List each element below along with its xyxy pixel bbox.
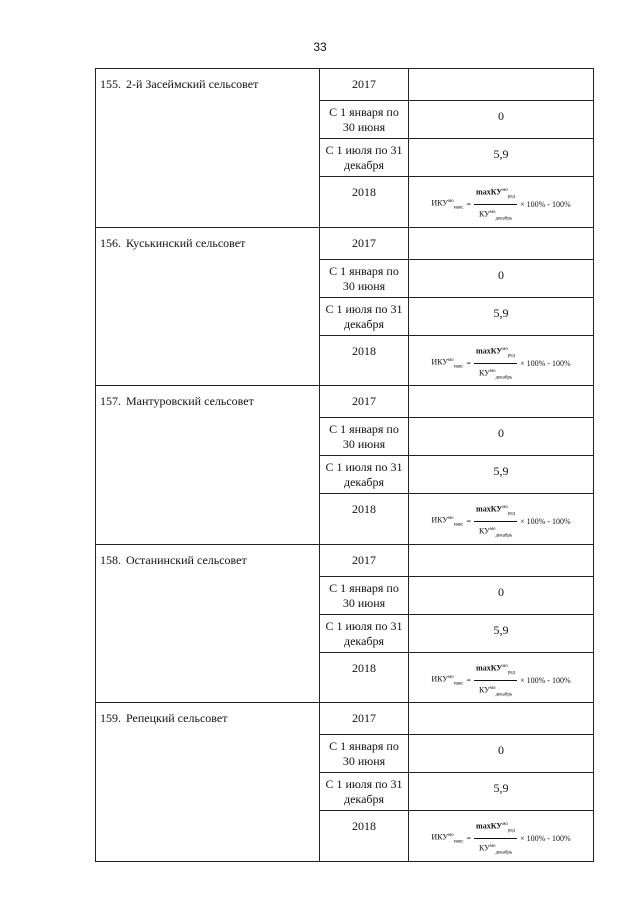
formula-tail: × 100% - 100% [520, 358, 571, 368]
municipality-name: Куськинский сельсовет [126, 235, 246, 250]
formula-numerator: maxКУ$^{мо}_{ред}$ [474, 342, 517, 364]
value-cell: 0 [409, 418, 594, 456]
table-row [96, 69, 594, 101]
empty-value-cell [409, 386, 594, 418]
year-cell: 2017 [320, 386, 409, 418]
formula [431, 500, 570, 544]
formula-fraction [474, 342, 517, 386]
formula-tail: × 100% - 100% [520, 517, 571, 527]
formula-lhs: $ИКУ^{мо}_{макс}$ [431, 832, 464, 845]
formula [431, 659, 570, 703]
formula-lhs: $ИКУ^{мо}_{макс}$ [431, 515, 464, 528]
value-cell: 5,9 [409, 614, 594, 652]
table-row [96, 386, 594, 418]
value-cell: 5,9 [409, 773, 594, 811]
formula-equals: = [466, 358, 472, 368]
formula-fraction [474, 500, 517, 544]
formula-denominator: $КУ^{мо}_{декабрь}$ [478, 526, 513, 539]
year-cell: 2017 [320, 69, 409, 101]
formula [431, 817, 570, 861]
year-cell: 2017 [320, 703, 409, 735]
formula-lhs: $ИКУ^{мо}_{макс}$ [431, 674, 464, 686]
value-cell: 0 [409, 735, 594, 773]
formula-cell [409, 335, 594, 386]
year-cell: 2018 [320, 177, 409, 228]
period-cell: С 1 июля по 31 декабря [320, 773, 409, 811]
formula-numerator: maxКУ$^{мо}_{ред}$ [474, 817, 517, 839]
period-cell: С 1 января по 30 июня [320, 418, 409, 456]
municipality-cell [96, 227, 320, 386]
year-cell: 2018 [320, 335, 409, 386]
municipality-cell [96, 386, 320, 545]
formula [431, 183, 570, 227]
formula-cell [409, 494, 594, 545]
page-number: 33 [313, 40, 327, 54]
row-number: 157. [100, 394, 121, 408]
period-cell: С 1 июля по 31 декабря [320, 614, 409, 652]
formula-cell [409, 811, 594, 862]
empty-value-cell [409, 227, 594, 259]
formula-equals: = [466, 517, 472, 527]
formula-fraction [474, 659, 517, 703]
row-number: 156. [100, 235, 121, 250]
formula-numerator: maxКУ$^{мо}_{ред}$ [474, 500, 517, 522]
value-cell: 0 [409, 259, 594, 297]
formula-equals: = [466, 200, 472, 210]
formula-denominator: $КУ^{мо}_{декабрь}$ [478, 843, 513, 856]
table-body [96, 69, 594, 862]
year-cell: 2018 [320, 811, 409, 862]
formula-fraction [474, 817, 517, 861]
empty-value-cell [409, 544, 594, 576]
formula-denominator: $КУ^{мо}_{декабрь}$ [478, 368, 513, 380]
table-row [96, 227, 594, 259]
formula-tail: × 100% - 100% [520, 675, 571, 685]
year-cell: 2017 [320, 544, 409, 576]
formula-tail: × 100% - 100% [520, 200, 571, 210]
year-cell: 2018 [320, 652, 409, 703]
value-cell: 0 [409, 576, 594, 614]
row-number: 155. [100, 77, 121, 91]
formula-equals: = [466, 675, 472, 685]
period-cell: С 1 января по 30 июня [320, 576, 409, 614]
municipality-name: 2-й Засеймский сельсовет [126, 77, 259, 91]
period-cell: С 1 января по 30 июня [320, 735, 409, 773]
formula-lhs: $ИКУ^{мо}_{макс}$ [431, 198, 464, 211]
value-cell: 5,9 [409, 139, 594, 177]
formula-numerator: maxКУ$^{мо}_{ред}$ [474, 659, 517, 681]
value-cell: 0 [409, 101, 594, 139]
row-number: 158. [100, 552, 121, 567]
formula [431, 342, 570, 386]
empty-value-cell [409, 703, 594, 735]
formula-numerator: maxКУ$^{мо}_{ред}$ [474, 183, 517, 205]
year-cell: 2017 [320, 227, 409, 259]
formula-equals: = [466, 834, 472, 844]
table-row [96, 544, 594, 576]
tariff-table [95, 68, 594, 862]
table-row [96, 703, 594, 735]
value-cell: 5,9 [409, 297, 594, 335]
value-cell: 5,9 [409, 456, 594, 494]
formula-cell [409, 177, 594, 228]
row-number: 159. [100, 711, 121, 725]
formula-lhs: $ИКУ^{мо}_{макс}$ [431, 357, 464, 369]
formula-tail: × 100% - 100% [520, 834, 571, 844]
year-cell: 2018 [320, 494, 409, 545]
period-cell: С 1 июля по 31 декабря [320, 139, 409, 177]
period-cell: С 1 июля по 31 декабря [320, 297, 409, 335]
empty-value-cell [409, 69, 594, 101]
municipality-name: Мантуровский сельсовет [126, 394, 254, 408]
period-cell: С 1 января по 30 июня [320, 101, 409, 139]
municipality-cell [96, 69, 320, 228]
formula-cell [409, 652, 594, 703]
period-cell: С 1 января по 30 июня [320, 259, 409, 297]
formula-denominator: $КУ^{мо}_{декабрь}$ [478, 209, 513, 222]
formula-denominator: $КУ^{мо}_{декабрь}$ [478, 685, 513, 697]
municipality-cell [96, 703, 320, 862]
municipality-cell [96, 544, 320, 703]
period-cell: С 1 июля по 31 декабря [320, 456, 409, 494]
municipality-name: Репецкий сельсовет [126, 711, 228, 725]
municipality-name: Останинский сельсовет [126, 552, 247, 567]
formula-fraction [474, 183, 517, 227]
